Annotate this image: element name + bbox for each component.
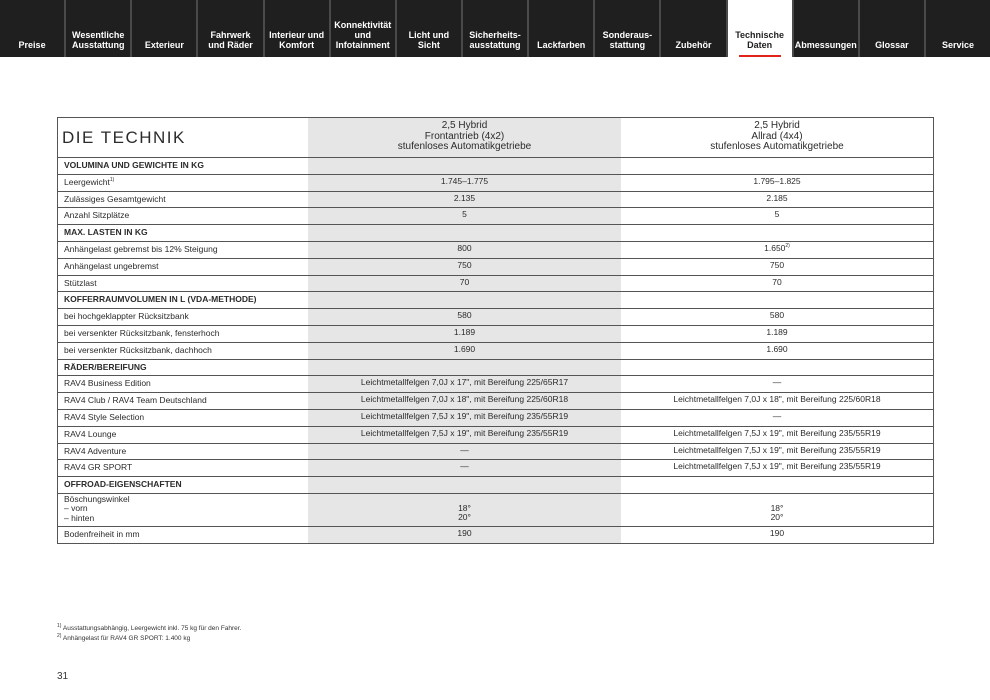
nav-tab[interactable]: Wesentliche Ausstattung bbox=[66, 0, 132, 57]
cell-value: 2.185 bbox=[766, 192, 788, 203]
footnote-marker: 2) bbox=[57, 632, 62, 639]
value-4x4 bbox=[621, 527, 933, 543]
value-4x4 bbox=[621, 360, 933, 376]
table-row bbox=[58, 259, 933, 276]
row-label-text: Stützlast bbox=[64, 277, 97, 288]
row-label bbox=[58, 242, 308, 258]
cell-value: 1.189 bbox=[453, 326, 476, 337]
value-4x2 bbox=[308, 527, 621, 543]
column-header-4x2: 2,5 Hybrid Frontantrieb (4x2) stufenloses Automatikgetriebe bbox=[308, 118, 621, 157]
row-label-text: Anhängelast gebremst bis 12% Steigung bbox=[64, 243, 218, 254]
cell-value: 580 bbox=[457, 310, 472, 321]
table-row bbox=[58, 427, 933, 444]
table-row bbox=[58, 276, 933, 293]
cell-value: 190 bbox=[457, 527, 472, 538]
cell-value: 1.745–1.775 bbox=[440, 175, 489, 186]
value-4x2 bbox=[308, 259, 621, 275]
row-label bbox=[58, 460, 308, 476]
row-label-text: bei versenkter Rücksitzbank, fensterhoch bbox=[64, 327, 220, 338]
value-4x4 bbox=[621, 410, 933, 426]
section-row bbox=[58, 225, 933, 242]
row-label-text: Böschungswinkel – vorn – hinten bbox=[64, 493, 130, 523]
cell-value: Leichtmetallfelgen 7,0J x 17", mit Bereifung 225/65R17 bbox=[360, 377, 569, 388]
section-row bbox=[58, 360, 933, 377]
cell-value: — bbox=[772, 410, 782, 421]
row-label-text: KOFFERRAUMVOLUMEN IN L (VDA-METHODE) bbox=[64, 294, 257, 305]
row-label-text: Leergewicht bbox=[64, 176, 110, 187]
cell-value: 1.650 bbox=[764, 242, 786, 253]
table-row bbox=[58, 175, 933, 192]
value-4x2 bbox=[308, 175, 621, 191]
row-label bbox=[58, 494, 308, 526]
row-label-text: bei hochgeklappter Rücksitzbank bbox=[64, 311, 189, 322]
row-label bbox=[58, 343, 308, 359]
row-label bbox=[58, 376, 308, 392]
row-label bbox=[58, 276, 308, 292]
value-4x2 bbox=[308, 343, 621, 359]
row-label bbox=[58, 309, 308, 325]
cell-value: 5 bbox=[774, 209, 780, 220]
value-4x4 bbox=[621, 225, 933, 241]
value-4x2 bbox=[308, 225, 621, 241]
row-label bbox=[58, 292, 308, 308]
nav-tab[interactable]: Licht und Sicht bbox=[397, 0, 463, 57]
cell-value: Leichtmetallfelgen 7,5J x 19", mit Bereifung 235/55R19 bbox=[360, 410, 569, 421]
cell-value: Leichtmetallfelgen 7,5J x 19", mit Bereifung 235/55R19 bbox=[673, 444, 881, 455]
row-label-text: RÄDER/BEREIFUNG bbox=[64, 361, 147, 372]
page-number: 31 bbox=[57, 671, 69, 682]
value-4x4 bbox=[621, 175, 933, 191]
row-label-text: bei versenkter Rücksitzbank, dachhoch bbox=[64, 344, 212, 355]
table-row bbox=[58, 527, 933, 543]
row-label-text: RAV4 GR SPORT bbox=[64, 462, 133, 473]
cell-value: 580 bbox=[769, 310, 785, 321]
value-4x2 bbox=[308, 326, 621, 342]
value-4x2 bbox=[308, 276, 621, 292]
value-4x4 bbox=[621, 309, 933, 325]
value-4x2 bbox=[308, 309, 621, 325]
row-label bbox=[58, 410, 308, 426]
value-4x2 bbox=[308, 242, 621, 258]
footnote-text: Anhängelast für RAV4 GR SPORT: 1.400 kg bbox=[62, 635, 191, 642]
value-4x4 bbox=[621, 276, 933, 292]
nav-tab[interactable]: Abmessungen bbox=[794, 0, 860, 57]
cell-value: 1.795–1.825 bbox=[753, 175, 801, 186]
row-label bbox=[58, 208, 308, 224]
cell-value: 5 bbox=[462, 209, 467, 220]
footnote-ref: 1) bbox=[109, 176, 115, 183]
value-4x2 bbox=[308, 376, 621, 392]
row-label bbox=[58, 175, 308, 191]
table-row bbox=[58, 410, 933, 427]
row-label bbox=[58, 158, 308, 174]
cell-value: 1.189 bbox=[766, 326, 788, 337]
footnote-marker: 1) bbox=[57, 622, 62, 629]
row-label bbox=[58, 192, 308, 208]
row-label bbox=[58, 527, 308, 543]
nav-tab[interactable]: Konnektivität und Infotainment bbox=[331, 0, 397, 57]
value-4x4 bbox=[621, 259, 933, 275]
value-4x2 bbox=[308, 208, 621, 224]
value-4x2 bbox=[308, 360, 621, 376]
row-label-text: RAV4 Club / RAV4 Team Deutschland bbox=[64, 395, 207, 406]
row-label-text: Bodenfreiheit in mm bbox=[64, 528, 140, 539]
cell-value: 190 bbox=[769, 527, 785, 538]
value-4x4 bbox=[621, 427, 933, 443]
table-row bbox=[58, 494, 933, 527]
cell-value: Leichtmetallfelgen 7,5J x 19", mit Bereifung 235/55R19 bbox=[360, 427, 569, 438]
value-4x4 bbox=[621, 242, 933, 258]
nav-tab[interactable]: Glossar bbox=[860, 0, 926, 57]
cell-value: 750 bbox=[457, 259, 472, 270]
table-row bbox=[58, 192, 933, 209]
value-4x4 bbox=[621, 292, 933, 308]
cell-value: 18° 20° bbox=[458, 502, 471, 523]
cell-value: 1.690 bbox=[766, 343, 788, 354]
value-4x2 bbox=[308, 477, 621, 493]
nav-tab[interactable]: Preise bbox=[0, 0, 66, 57]
value-4x2 bbox=[308, 427, 621, 443]
value-4x4 bbox=[621, 343, 933, 359]
value-4x2 bbox=[308, 410, 621, 426]
nav-tab[interactable]: Lackfarben bbox=[529, 0, 595, 57]
value-4x4 bbox=[621, 444, 933, 460]
nav-tab[interactable]: Exterieur bbox=[132, 0, 198, 57]
row-label-text: Anhängelast ungebremst bbox=[64, 260, 159, 271]
cell-value: 800 bbox=[457, 242, 472, 253]
value-4x4 bbox=[621, 192, 933, 208]
row-label bbox=[58, 427, 308, 443]
column-header-4x4: 2,5 Hybrid Allrad (4x4) stufenloses Automatikgetriebe bbox=[710, 120, 844, 152]
row-label-text: Zulässiges Gesamtgewicht bbox=[64, 193, 166, 204]
row-label bbox=[58, 225, 308, 241]
nav-tab[interactable]: Interieur und Komfort bbox=[265, 0, 331, 57]
footnote bbox=[57, 624, 241, 634]
page-title: DIE TECHNIK bbox=[62, 128, 186, 147]
row-label bbox=[58, 393, 308, 409]
value-4x2 bbox=[308, 192, 621, 208]
table-row bbox=[58, 343, 933, 360]
cell-value: — bbox=[460, 444, 469, 455]
cell-value: 1.690 bbox=[453, 343, 476, 354]
row-label-text: RAV4 Adventure bbox=[64, 445, 127, 456]
row-label-text: VOLUMINA UND GEWICHTE IN KG bbox=[64, 160, 204, 170]
nav-tab[interactable]: Service bbox=[926, 0, 990, 57]
row-label-text: RAV4 Business Edition bbox=[64, 378, 151, 389]
row-label-text: RAV4 Lounge bbox=[64, 428, 117, 439]
cell-value: 750 bbox=[769, 259, 785, 270]
table-row bbox=[58, 309, 933, 326]
row-label-text: Anzahl Sitzplätze bbox=[64, 210, 130, 221]
nav-tab[interactable]: Fahrwerk und Räder bbox=[198, 0, 264, 57]
value-4x4 bbox=[621, 477, 933, 493]
table-body bbox=[58, 158, 933, 543]
cell-value: Leichtmetallfelgen 7,5J x 19", mit Bereifung 235/55R19 bbox=[673, 427, 881, 438]
table-row bbox=[58, 444, 933, 461]
value-4x4 bbox=[621, 208, 933, 224]
tech-data-table bbox=[57, 117, 934, 544]
cell-value: — bbox=[772, 377, 782, 388]
cell-value: — bbox=[460, 461, 469, 472]
value-4x4 bbox=[621, 158, 933, 174]
footnote bbox=[57, 634, 241, 644]
cell-value: Leichtmetallfelgen 7,0J x 18", mit Bereifung 225/60R18 bbox=[673, 394, 881, 405]
value-4x4 bbox=[621, 326, 933, 342]
value-4x4 bbox=[621, 376, 933, 392]
value-4x2 bbox=[308, 444, 621, 460]
row-label bbox=[58, 477, 308, 493]
row-label bbox=[58, 259, 308, 275]
table-row bbox=[58, 208, 933, 225]
nav-tab[interactable]: Zubehör bbox=[661, 0, 727, 57]
row-label-text: RAV4 Style Selection bbox=[64, 411, 145, 422]
cell-value: 70 bbox=[459, 276, 470, 287]
value-4x4 bbox=[621, 494, 933, 526]
value-4x2 bbox=[308, 393, 621, 409]
cell-value: Leichtmetallfelgen 7,0J x 18", mit Bereifung 225/60R18 bbox=[360, 394, 569, 405]
section-row bbox=[58, 158, 933, 175]
row-label bbox=[58, 360, 308, 376]
cell-value: 18° 20° bbox=[770, 502, 784, 523]
row-label-text: MAX. LASTEN IN KG bbox=[64, 227, 148, 238]
cell-value: 2.135 bbox=[453, 192, 476, 203]
table-row bbox=[58, 326, 933, 343]
cell-value: Leichtmetallfelgen 7,5J x 19", mit Bereifung 235/55R19 bbox=[673, 461, 881, 472]
row-label-text: OFFROAD-EIGENSCHAFTEN bbox=[64, 479, 182, 490]
footnote-text: Ausstattungsabhängig, Leergewicht inkl. 75 kg für den Fahrer. bbox=[62, 625, 242, 632]
value-4x2 bbox=[308, 158, 621, 174]
nav-tab[interactable]: Sonderaus- stattung bbox=[595, 0, 661, 57]
table-row bbox=[58, 376, 933, 393]
table-row bbox=[58, 460, 933, 477]
value-4x2 bbox=[308, 460, 621, 476]
row-label bbox=[58, 326, 308, 342]
table-row bbox=[58, 242, 933, 259]
value-4x4 bbox=[621, 460, 933, 476]
footnotes bbox=[57, 624, 241, 644]
row-label bbox=[58, 444, 308, 460]
table-row bbox=[58, 393, 933, 410]
value-4x2 bbox=[308, 494, 621, 526]
top-navigation bbox=[0, 0, 990, 57]
nav-tab[interactable]: Technische Daten bbox=[728, 0, 794, 57]
section-row bbox=[58, 477, 933, 494]
table-header bbox=[58, 118, 933, 158]
cell-value: 70 bbox=[772, 276, 782, 287]
nav-tab[interactable]: Sicherheits- ausstattung bbox=[463, 0, 529, 57]
value-4x2 bbox=[308, 292, 621, 308]
footnote-ref: 2) bbox=[785, 243, 790, 250]
value-4x4 bbox=[621, 393, 933, 409]
section-row bbox=[58, 292, 933, 309]
